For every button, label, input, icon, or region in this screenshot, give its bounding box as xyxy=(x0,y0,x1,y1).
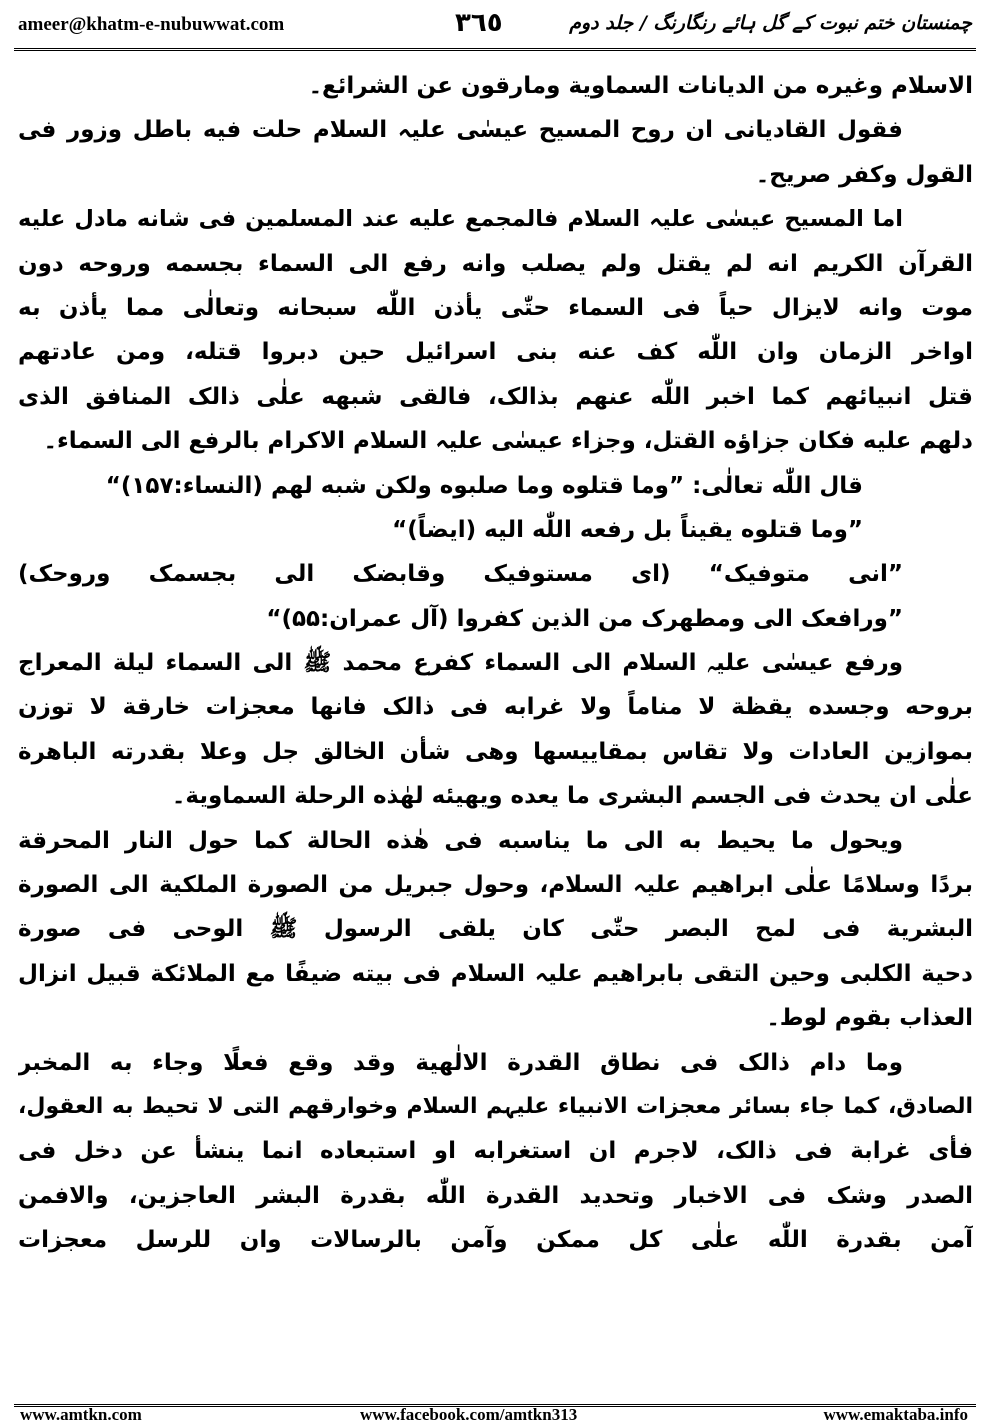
text-line: دحیة الکلبی وحین التقی بابراهیم علیہ السلام فی بیته ضیفًا مع الملائکة قبیل انزال xyxy=(18,960,973,987)
page-header xyxy=(0,0,990,52)
text-line: ”وما قتلوه یقیناً بل رفعه اللّٰه الیه (ایضاً)“ xyxy=(392,516,863,543)
footer-link-amtkn[interactable]: www.amtkn.com xyxy=(20,1405,142,1424)
text-line: اما المسیح عیسٰی علیہ السلام فالمجمع علیه عند المسلمین فی شانه مادل علیه xyxy=(18,206,903,233)
text-line: موت وانه لایزال حیاً فی السماء حتّٰی یأذن اللّٰه سبحانه وتعالٰی مما یأذن به xyxy=(18,294,973,321)
text-line: آمن بقدرة اللّٰه علٰی کل ممکن وآمن بالرسالات وان للرسل معجزات xyxy=(18,1227,973,1254)
text-line: دلهم علیه فکان جزاؤه القتل، وجزاء عیسٰی علیہ السلام الاکرام بالرفع الی السماء۔ xyxy=(43,428,973,455)
text-line: بروحه وجسده یقظة لا مناماً ولا غرابه فی ذالک فانها معجزات خارقة لا توزن xyxy=(18,694,973,721)
header-email[interactable]: ameer@khatm-e-nubuwwat.com xyxy=(18,14,285,35)
text-line: قال اللّٰه تعالٰی: ”وما قتلوه وما صلبوه ولکن شبه لهم (النساء:۱۵۷)“ xyxy=(105,472,863,499)
text-line: فأی غرابة فی ذالک، لاجرم ان استغرابه او استبعاده انما ینشأ عن دخل فی xyxy=(18,1138,973,1165)
text-line: ویحول ما یحیط به الی ما یناسبه فی هٰذه الحالة کما حول النار المحرقة xyxy=(18,827,903,854)
page-footer xyxy=(0,1405,990,1424)
text-line: علٰی ان یحدث فی الجسم البشری ما یعده ویهیئه لهٰذه الرحلة السماویة۔ xyxy=(171,783,973,810)
text-line: فقول القادیانی ان روح المسیح عیسٰی علیہ السلام حلت فیه باطل وزور فی xyxy=(18,117,903,144)
text-line: قتل انبیائهم کما اخبر اللّٰه عنهم بذالک، فالقی شبهه علٰی ذالک المنافق الذی xyxy=(18,383,973,410)
text-line: ”ورافعک الی ومطهرک من الذین کفروا (آل عمران:۵۵)“ xyxy=(266,605,903,632)
text-line: الاسلام وغیره من الدیانات السماویة ومارقون عن الشرائع۔ xyxy=(308,73,973,99)
text-line: الصادق، کما جاء بسائر معجزات الانبیاء علیہم السلام وخوارقهم التی لا تحیط به العقول، xyxy=(18,1093,973,1119)
footer-link-emaktaba[interactable]: www.emaktaba.info xyxy=(823,1405,968,1424)
text-line: وما دام ذالک فی نطاق القدرة الالٰهیة وقد وقع فعلًا وجاء به المخبر xyxy=(18,1049,903,1076)
text-line: اواخر الزمان وان اللّٰه کف عنه بنی اسرائیل حین دبروا قتله، ومن عادتهم xyxy=(18,339,973,366)
text-line: ورفع عیسٰی علیہ السلام الی السماء کفرع محمد ﷺ الی السماء لیلة المعراج xyxy=(18,650,903,677)
arabic-body-text xyxy=(18,64,973,1263)
text-line: القرآن الکریم انه لم یقتل ولم یصلب وانه رفع الی السماء بجسمه وروحه دون xyxy=(18,250,973,277)
text-line: بردًا وسلامًا علٰی ابراهیم علیہ السلام، وحول جبریل من الصورة الملکیة الی الصورة xyxy=(18,872,973,899)
book-title: چمنستان ختم نبوت کے گل ہائے رنگارنگ / جلد دوم xyxy=(569,12,972,34)
text-line: البشریة فی لمح البصر حتّٰی کان یلقی الرسول ﷺ الوحی فی صورة xyxy=(18,916,973,943)
text-line: الصدر وشک فی الاخبار وتحدید القدرة اللّٰه بقدرة البشر العاجزین، والافمن xyxy=(18,1182,973,1209)
text-line: العذاب بقوم لوط۔ xyxy=(766,1005,973,1032)
text-line: ”انی متوفیک“ (ای مستوفیک وقابضک الی بجسمک وروحک) xyxy=(18,561,903,588)
footer-link-facebook[interactable]: www.facebook.com/amtkn313 xyxy=(360,1405,578,1424)
text-line: بموازین العادات ولا تقاس بمقاییسها وهی شأن الخالق جل وعلا بقدرته الباهرة xyxy=(18,738,973,765)
page-number: ٣٦٥ xyxy=(455,8,503,38)
header-divider xyxy=(14,48,976,51)
text-line: القول وکفر صریح۔ xyxy=(755,161,973,188)
